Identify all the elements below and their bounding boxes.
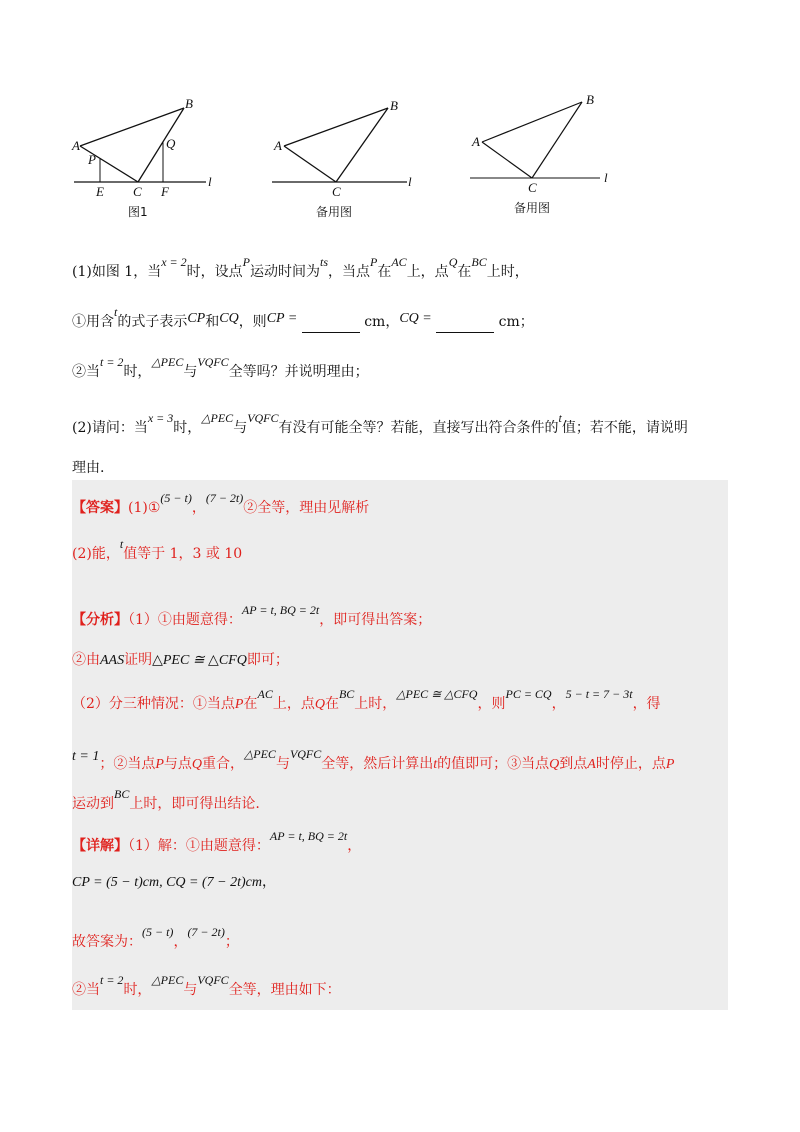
analysis-eq: t = 1 xyxy=(72,749,100,764)
q1a-unit: cm xyxy=(364,314,386,330)
q1a-t: t xyxy=(114,305,118,319)
detail-text: ， xyxy=(261,874,276,890)
analysis-q: Q xyxy=(549,757,560,772)
answer-label: 【答案】 xyxy=(72,500,128,516)
analysis-line-1 xyxy=(72,603,432,630)
detail-text: 故答案为： xyxy=(72,934,142,950)
detail-expr: CP = (5 − t)cm, CQ = (7 − 2t)cm xyxy=(72,875,262,890)
fig1-label-l: l xyxy=(208,174,212,189)
q1-ac: AC xyxy=(391,255,407,269)
analysis-ac: AC xyxy=(257,687,273,701)
fig1-label-e: E xyxy=(96,184,104,199)
detail-text: （1）解：①由题意得： xyxy=(128,838,270,854)
analysis-aas: AAS xyxy=(100,653,125,668)
analysis-text: 在 xyxy=(243,696,258,712)
q1-q: Q xyxy=(448,255,458,269)
q1a-cp-eq: CP = xyxy=(266,311,298,326)
analysis-text: 运动到 xyxy=(72,796,114,812)
q2-text: 与 xyxy=(233,420,248,436)
analysis-text: 在 xyxy=(324,696,339,712)
q1a-cq: CQ xyxy=(219,311,239,326)
analysis-text: ，得 xyxy=(632,696,661,712)
analysis-text: 重合， xyxy=(202,756,245,772)
analysis-expr: △PEC ≅ △CFQ xyxy=(152,653,247,668)
analysis-text: 即可； xyxy=(246,652,289,668)
analysis-p: P xyxy=(665,757,675,772)
answer-text: ②全等，理由见解析 xyxy=(243,500,370,516)
q1b-qfc: VQFC xyxy=(197,355,229,369)
analysis-text: ，即可得出答案； xyxy=(319,612,432,628)
q1-text: 在 xyxy=(457,264,472,280)
fig2-label-c: C xyxy=(332,184,341,199)
detail-expr: AP = t, BQ = 2t xyxy=(269,829,348,843)
q1a-cq-eq: CQ = xyxy=(399,311,432,326)
detail-qfc: VQFC xyxy=(197,973,229,987)
q1-bc: BC xyxy=(471,255,487,269)
detail-text: ， xyxy=(347,838,362,854)
analysis-pec: △PEC xyxy=(244,747,276,761)
analysis-text: 的值即可；③当点 xyxy=(437,756,550,772)
analysis-line-5 xyxy=(72,787,260,814)
q1-text: 上，点 xyxy=(406,264,449,280)
answer-t: t xyxy=(119,537,124,551)
q2-text: 有没有可能全等？若能，直接写出符合条件的 xyxy=(278,420,559,436)
detail-text: 全等，理由如下： xyxy=(228,982,341,998)
question-2-continued: 理由. xyxy=(72,460,105,476)
detail-line-1 xyxy=(72,829,362,856)
fig1-label-c: C xyxy=(133,184,142,199)
detail-line-2 xyxy=(72,872,276,893)
analysis-t: t xyxy=(433,757,438,772)
analysis-text: 全等，然后计算出 xyxy=(321,756,434,772)
geometry-figures xyxy=(62,88,622,228)
analysis-text: （1）①由题意得： xyxy=(128,612,242,628)
fig2-label-b: B xyxy=(390,98,398,113)
q1a-text: 的式子表示 xyxy=(117,314,188,330)
q1b-text: 时， xyxy=(123,364,152,380)
q1a-text: ， xyxy=(385,314,400,330)
analysis-text: 与点 xyxy=(163,756,192,772)
analysis-line-4 xyxy=(72,747,675,775)
analysis-p: P xyxy=(155,757,164,772)
fig2-caption: 备用图 xyxy=(316,205,353,219)
q2-t: t xyxy=(558,411,562,425)
detail-t-eq: t = 2 xyxy=(100,973,124,987)
q1-p: P xyxy=(242,255,250,269)
q1a-text: ，则 xyxy=(238,314,267,330)
fig1-caption: 图1 xyxy=(128,205,148,219)
figure-3 xyxy=(470,92,608,215)
analysis-q: Q xyxy=(314,697,325,712)
analysis-text: 上，点 xyxy=(272,696,315,712)
q2-x-eq: x = 3 xyxy=(147,411,174,425)
answer-line-1 xyxy=(72,491,370,518)
cp-answer-blank[interactable] xyxy=(302,318,360,333)
figures-row xyxy=(62,88,622,228)
figure-2 xyxy=(272,98,412,219)
analysis-a: A xyxy=(587,757,596,772)
analysis-text: ，则 xyxy=(477,696,506,712)
q1-ts: ts xyxy=(319,255,328,269)
answer-expr: (5 − t) xyxy=(160,491,192,505)
q2-qfc: VQFC xyxy=(247,411,279,425)
q1b-text: 与 xyxy=(183,364,198,380)
fig3-label-c: C xyxy=(528,180,537,195)
q1b-t-eq: t = 2 xyxy=(100,355,124,369)
q1-text: ，当点 xyxy=(328,264,370,280)
answer-line-2 xyxy=(72,537,243,564)
fig3-label-b: B xyxy=(586,92,594,107)
q1a-text: ； xyxy=(519,314,534,330)
fig3-label-a: A xyxy=(472,134,480,149)
q1-text: (1)如图 1，当 xyxy=(72,264,162,280)
detail-text: ； xyxy=(224,934,239,950)
fig1-label-p: P xyxy=(88,152,96,167)
answer-text: (2)能， xyxy=(72,546,120,562)
question-1a-line xyxy=(72,305,534,333)
detail-label: 【详解】 xyxy=(72,838,128,854)
detail-text: 时， xyxy=(123,982,152,998)
detail-pec: △PEC xyxy=(151,973,184,987)
q2-text: 值；若不能，请说明 xyxy=(561,420,688,436)
q1b-text: ②当 xyxy=(72,364,100,380)
analysis-cong: △PEC ≅ △CFQ xyxy=(396,687,478,701)
analysis-text: ， xyxy=(551,696,566,712)
analysis-text: ；②当点 xyxy=(99,756,156,772)
analysis-text: ②由 xyxy=(72,652,100,668)
detail-text: 与 xyxy=(183,982,198,998)
answer-text: ， xyxy=(191,500,206,516)
q1b-pec: △PEC xyxy=(151,355,184,369)
detail-line-3 xyxy=(72,925,239,952)
detail-line-4 xyxy=(72,973,341,1000)
analysis-text: 上时， xyxy=(354,696,397,712)
analysis-label: 【分析】 xyxy=(72,612,128,628)
answer-expr: (7 − 2t) xyxy=(205,491,244,505)
q1-text: 时，设点 xyxy=(186,264,243,280)
detail-text: ②当 xyxy=(72,982,100,998)
q2-text: 时， xyxy=(173,420,202,436)
analysis-text: 时停止，点 xyxy=(595,756,666,772)
q1-text: 运动时间为 xyxy=(249,264,320,280)
fig1-label-a: A xyxy=(72,138,80,153)
fig1-label-q: Q xyxy=(166,136,176,151)
detail-text: ， xyxy=(173,934,188,950)
analysis-line-3 xyxy=(72,687,661,715)
analysis-bc: BC xyxy=(114,787,130,801)
q1-text: 上时， xyxy=(486,264,529,280)
fig1-label-f: F xyxy=(161,184,169,199)
analysis-bc: BC xyxy=(338,687,355,701)
cq-answer-blank[interactable] xyxy=(436,318,494,333)
fig1-label-b: B xyxy=(185,96,193,111)
answer-text: (1)① xyxy=(128,500,161,516)
analysis-eq: PC = CQ xyxy=(505,687,552,701)
q1a-text: 和 xyxy=(205,314,220,330)
q1-text: 在 xyxy=(377,264,392,280)
analysis-text: 证明 xyxy=(124,652,153,668)
analysis-text: 到点 xyxy=(559,756,588,772)
fig3-caption: 备用图 xyxy=(514,201,551,215)
q1-p: P xyxy=(370,255,378,269)
detail-expr: (5 − t) xyxy=(142,925,174,939)
analysis-eq: 5 − t = 7 − 3t xyxy=(565,687,633,701)
detail-expr: (7 − 2t) xyxy=(187,925,225,939)
fig2-label-a: A xyxy=(274,138,282,153)
fig2-label-l: l xyxy=(408,174,412,189)
q1a-text: ①用含 xyxy=(72,314,114,330)
analysis-expr: AP = t, BQ = 2t xyxy=(241,603,320,617)
q2-pec: △PEC xyxy=(201,411,234,425)
analysis-line-2 xyxy=(72,650,289,671)
q1a-unit: cm xyxy=(498,314,520,330)
answer-text: 值等于 1，3 或 10 xyxy=(123,546,243,562)
analysis-p: P xyxy=(234,697,244,712)
q1a-cp: CP xyxy=(187,311,206,326)
analysis-q: Q xyxy=(191,757,203,772)
analysis-text: 与 xyxy=(275,756,290,772)
q1-x-eq: x = 2 xyxy=(161,255,187,269)
q2-text: (2)请问：当 xyxy=(72,420,148,436)
analysis-text: （2）分三种情况：①当点 xyxy=(72,696,235,712)
analysis-qfc: VQFC xyxy=(289,747,322,761)
q1b-text: 全等吗？并说明理由； xyxy=(228,364,369,380)
analysis-text: 上时，即可得出结论. xyxy=(129,796,260,812)
question-2-line xyxy=(72,411,688,438)
question-1-line xyxy=(72,255,529,282)
figure-1 xyxy=(71,96,212,219)
fig3-label-l: l xyxy=(604,170,608,185)
question-1b-line xyxy=(72,355,369,382)
